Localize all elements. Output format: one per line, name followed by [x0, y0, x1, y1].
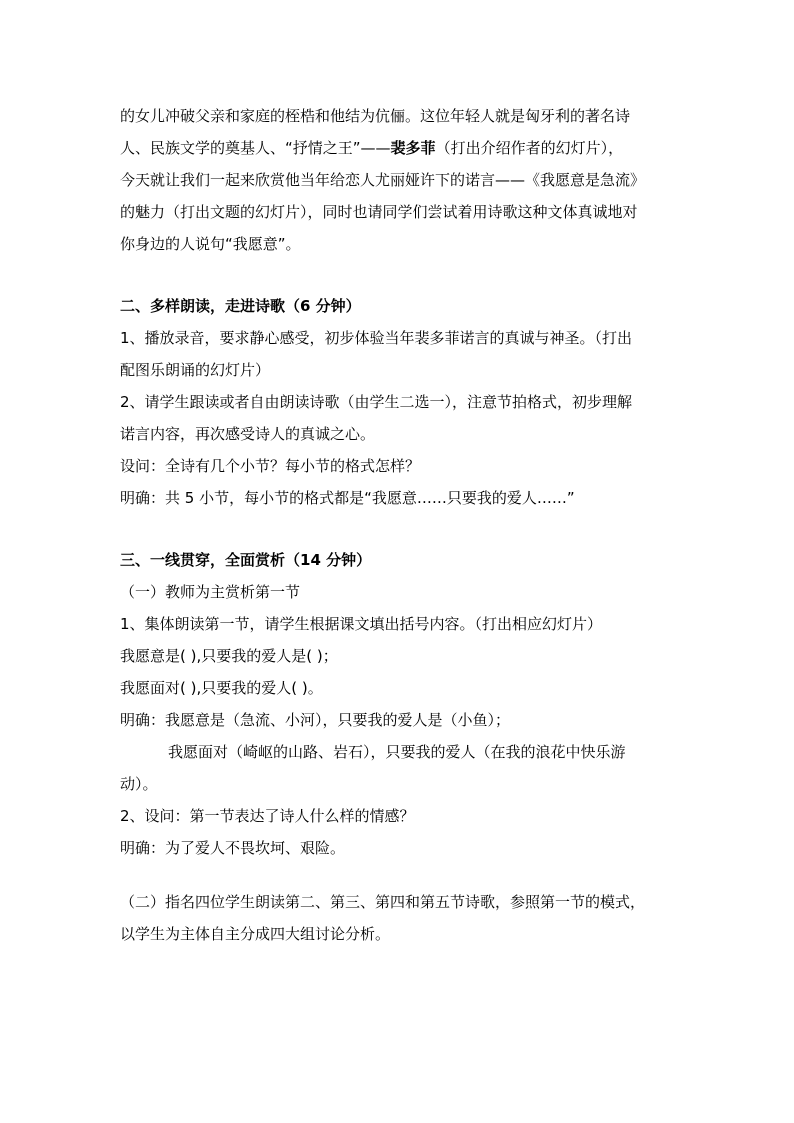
section-2-item-2-line-2: 诺言内容，再次感受诗人的真诚之心。	[120, 425, 376, 443]
intro-line-1: 的女儿冲破父亲和家庭的桎梏和他结为伉俪。这位年轻人就是匈牙利的著名诗	[120, 107, 631, 125]
section-3-fill-2: 我愿面对( ),只要我的爱人( )。	[120, 679, 323, 697]
section-3-answer-1: 明确：我愿意是（急流、小河），只要我的爱人是（小鱼）；	[120, 711, 511, 729]
intro-line-5: 你身边的人说句“我愿意”。	[120, 235, 301, 253]
section-3-answer-4: 明确：为了爱人不畏坎坷、艰险。	[120, 839, 346, 857]
author-name: 裴多菲	[390, 139, 436, 157]
section-3-item-2: 2、设问：第一节表达了诗人什么样的情感？	[120, 807, 415, 825]
intro-line-2	[120, 132, 694, 164]
section-3-fill-1: 我愿意是( ),只要我的爱人是( )；	[120, 647, 338, 665]
section-2-item-2-line-1: 2、请学生跟读或者自由朗读诗歌（由学生二选一），注意节拍格式，初步理解	[120, 393, 633, 411]
section-2-answer: 明确：共 5 小节，每小节的格式都是“我愿意……只要我的爱人……”	[120, 489, 575, 507]
section-3-item-1: 1、集体朗读第一节，请学生根据课文填出括号内容。（打出相应幻灯片）	[120, 615, 603, 633]
section-2-item-1-line-2: 配图乐朗诵的幻灯片）	[120, 361, 271, 379]
section-3-answer-2: 我愿面对（崎岖的山路、岩石），只要我的爱人（在我的浪花中快乐游	[168, 743, 626, 761]
section-3-sub-2-line-1: （二）指名四位学生朗读第二、第三、第四和第五节诗歌，参照第一节的模式，	[120, 893, 646, 911]
section-3-sub-1: （一）教师为主赏析第一节	[120, 583, 301, 601]
intro-line-4: 的魅力（打出文题的幻灯片），同时也请同学们尝试着用诗歌这种文体真诚地对	[120, 203, 638, 221]
intro-line-2-text-b: （打出介绍作者的幻灯片），	[435, 139, 624, 157]
section-2-question: 设问：全诗有几个小节？每小节的格式怎样？	[120, 457, 421, 475]
spacer	[120, 260, 694, 290]
spacer	[120, 514, 694, 544]
section-3-sub-2-line-2: 以学生为主体自主分成四大组讨论分析。	[120, 925, 391, 943]
intro-line-3: 今天就让我们一起来欣赏他当年给恋人尤丽娅许下的诺言——《我愿意是急流》	[120, 171, 646, 189]
section-2-item-1-line-1: 1、播放录音，要求静心感受，初步体验当年裴多菲诺言的真诚与神圣。（打出	[120, 329, 633, 347]
section-2-heading: 二、多样朗读，走进诗歌（6 分钟）	[120, 297, 361, 315]
intro-line-2-text-a: 人、民族文学的奠基人、“抒情之王”——	[120, 139, 391, 157]
spacer	[120, 864, 694, 886]
section-3-heading: 三、一线贯穿，全面赏析（14 分钟）	[120, 551, 372, 569]
section-3-answer-3: 动）。	[120, 775, 158, 793]
